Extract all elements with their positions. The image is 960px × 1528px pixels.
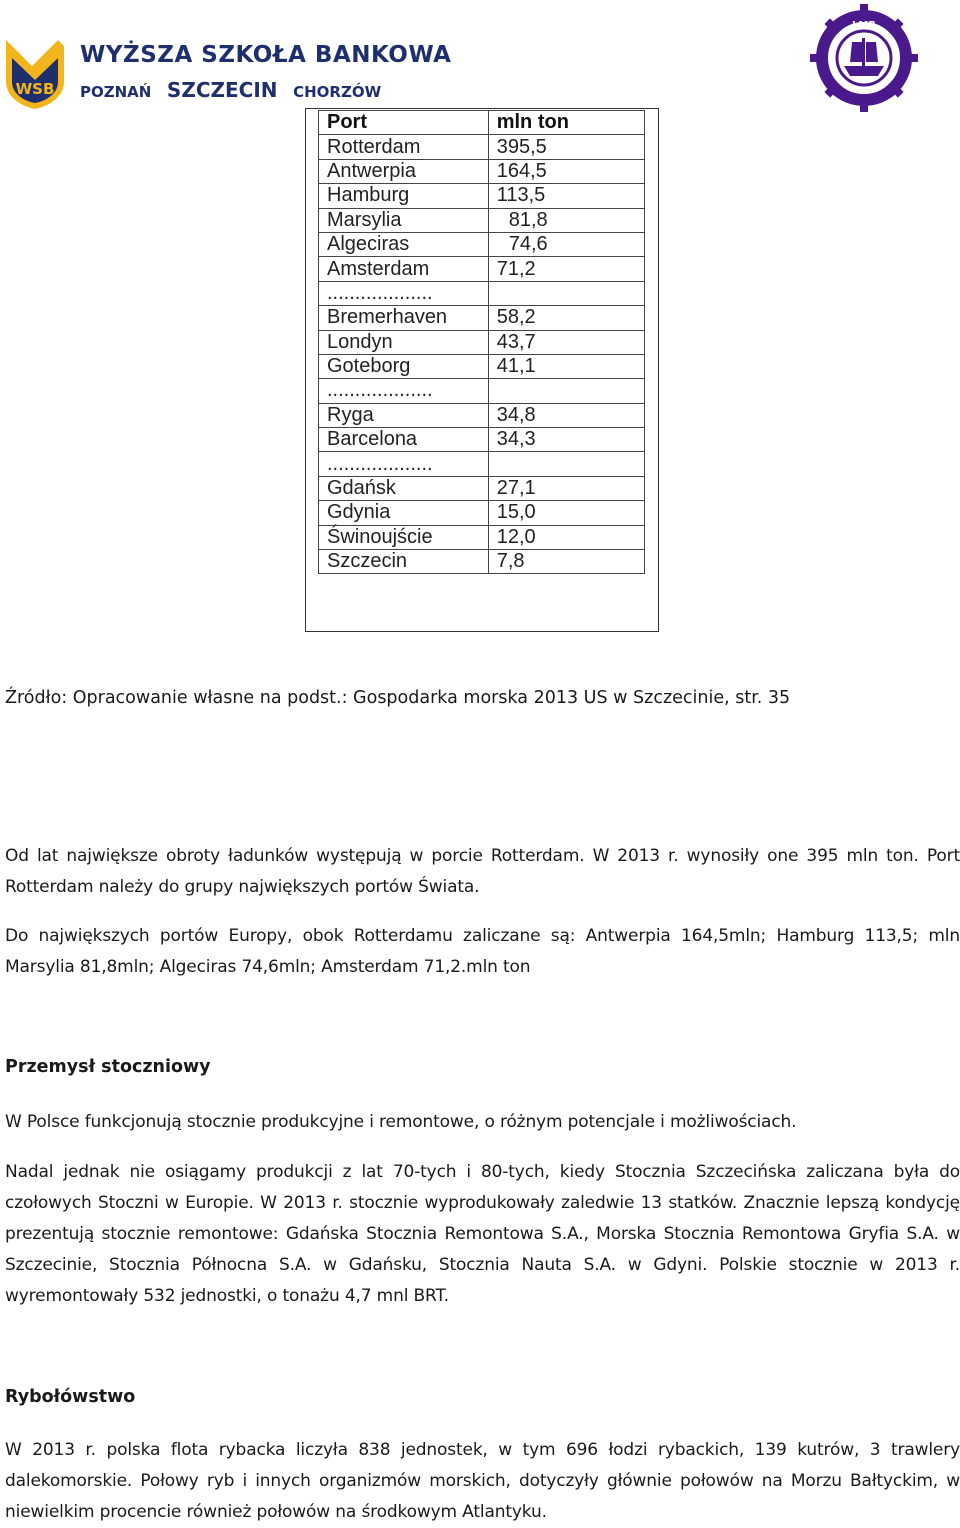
table-row bbox=[319, 281, 645, 305]
port-name: Goteborg bbox=[319, 354, 489, 378]
port-volume: 15,0 bbox=[488, 501, 644, 525]
port-name: Gdańsk bbox=[319, 476, 489, 500]
table-row bbox=[319, 379, 645, 403]
port-name: Rotterdam bbox=[319, 135, 489, 159]
port-volume: 74,6 bbox=[488, 232, 644, 256]
port-name: Bremerhaven bbox=[319, 306, 489, 330]
port-volume bbox=[488, 379, 644, 403]
table-row bbox=[319, 159, 645, 183]
port-name: Szczecin bbox=[319, 550, 489, 574]
table-row bbox=[319, 135, 645, 159]
paragraph-shipyards-intro: W Polsce funkcjonują stocznie produkcyjne i remontowe, o różnym potencjale i możliwościach. bbox=[5, 1112, 797, 1132]
table-header-row bbox=[319, 111, 645, 135]
port-name: Antwerpia bbox=[319, 159, 489, 183]
table-row bbox=[319, 257, 645, 281]
port-name: Londyn bbox=[319, 330, 489, 354]
institution-name: WYŻSZA SZKOŁA BANKOWA bbox=[80, 42, 452, 68]
port-volume: 41,1 bbox=[488, 354, 644, 378]
port-volume: 34,3 bbox=[488, 428, 644, 452]
port-name: ................... bbox=[319, 452, 489, 476]
port-volume: 43,7 bbox=[488, 330, 644, 354]
heading-shipbuilding: Przemysł stoczniowy bbox=[5, 1057, 211, 1077]
table-row bbox=[319, 525, 645, 549]
paragraph-largest-ports: Do największych portów Europy, obok Rotterdamu zaliczane są: Antwerpia 164,5mln; Hamburg 113,5; mln Marsylia 81,8mln; Algeciras 74,6mln; Amsterdam 71,2.mln ton bbox=[5, 926, 960, 977]
table-row bbox=[319, 452, 645, 476]
port-volume: 34,8 bbox=[488, 403, 644, 427]
port-volume: 395,5 bbox=[488, 135, 644, 159]
table-row bbox=[319, 232, 645, 256]
port-name: Barcelona bbox=[319, 428, 489, 452]
paragraph-rotterdam: Od lat największe obroty ładunków występują w porcie Rotterdam. W 2013 r. wynosiły one 395 mln ton. Port Rotterdam należy do grupy największych portów Świata. bbox=[5, 846, 960, 897]
port-name: Algeciras bbox=[319, 232, 489, 256]
table-row bbox=[319, 208, 645, 232]
port-name: Gdynia bbox=[319, 501, 489, 525]
table-row bbox=[319, 476, 645, 500]
heading-fishing: Rybołówstwo bbox=[5, 1387, 136, 1407]
port-volume: 81,8 bbox=[488, 208, 644, 232]
table-source-note: Źródło: Opracowanie własne na podst.: Gospodarka morska 2013 US w Szczecinie, str. 35 bbox=[5, 688, 791, 708]
table-row bbox=[319, 184, 645, 208]
ports-table bbox=[318, 110, 645, 574]
page-header bbox=[0, 0, 960, 112]
city-szczecin: SZCZECIN bbox=[166, 78, 278, 102]
port-name: Ryga bbox=[319, 403, 489, 427]
port-volume: 27,1 bbox=[488, 476, 644, 500]
port-name: ................... bbox=[319, 281, 489, 305]
institution-cities bbox=[80, 78, 391, 102]
port-name: Świnoujście bbox=[319, 525, 489, 549]
port-volume: 12,0 bbox=[488, 525, 644, 549]
wsb-logo-icon bbox=[4, 36, 66, 110]
port-volume: 58,2 bbox=[488, 306, 644, 330]
column-header-port: Port bbox=[319, 111, 489, 135]
city-chorzow: CHORZÓW bbox=[293, 83, 382, 101]
column-header-volume: mln ton bbox=[488, 111, 644, 135]
table-row bbox=[319, 306, 645, 330]
lmr-badge-text: LMR bbox=[851, 20, 877, 31]
paragraph-shipyards-detail: Nadal jednak nie osiągamy produkcji z lat 70-tych i 80-tych, kiedy Stocznia Szczecińska zaliczana była do czołowych Stoczni w Europie. W 2013 r. stocznie wyprodukowały zaledwie 13 statków. Znacznie lepszą kondycję prezentują stocznie remontowe: Gdańska Stocznia Remontowa S.A., Morska Stocznia Remontowa Gryfia S.A. w Szczecinie, Stocznia Północna S.A. w Gdańsku, Stocznia Nauta S.A. w Gdyni. Polskie stocznie w 2013 r. wyremontowały 532 jednostki, o tonażu 4,7 mnl BRT. bbox=[5, 1162, 960, 1306]
port-volume: 71,2 bbox=[488, 257, 644, 281]
city-poznan: POZNAŃ bbox=[80, 83, 152, 101]
table-row bbox=[319, 428, 645, 452]
port-name: ................... bbox=[319, 379, 489, 403]
port-name: Amsterdam bbox=[319, 257, 489, 281]
wsb-badge-text: WSB bbox=[15, 80, 55, 98]
table-row bbox=[319, 330, 645, 354]
paragraph-fishing: W 2013 r. polska flota rybacka liczyła 838 jednostek, w tym 696 łodzi rybackich, 139 kutrów, 3 trawlery dalekomorskie. Połowy ryb i innych organizmów morskich, dotyczyły głównie połowów na Morzu Bałtyckim, w niewielkim procencie również połowów na środkowym Atlantyku. bbox=[5, 1440, 960, 1522]
port-name: Marsylia bbox=[319, 208, 489, 232]
port-volume: 164,5 bbox=[488, 159, 644, 183]
port-volume bbox=[488, 452, 644, 476]
port-volume bbox=[488, 281, 644, 305]
port-volume: 113,5 bbox=[488, 184, 644, 208]
port-volume: 7,8 bbox=[488, 550, 644, 574]
lmr-ship-wheel-logo-icon bbox=[808, 2, 920, 114]
table-row bbox=[319, 501, 645, 525]
table-row bbox=[319, 550, 645, 574]
table-row bbox=[319, 354, 645, 378]
port-name: Hamburg bbox=[319, 184, 489, 208]
table-row bbox=[319, 403, 645, 427]
